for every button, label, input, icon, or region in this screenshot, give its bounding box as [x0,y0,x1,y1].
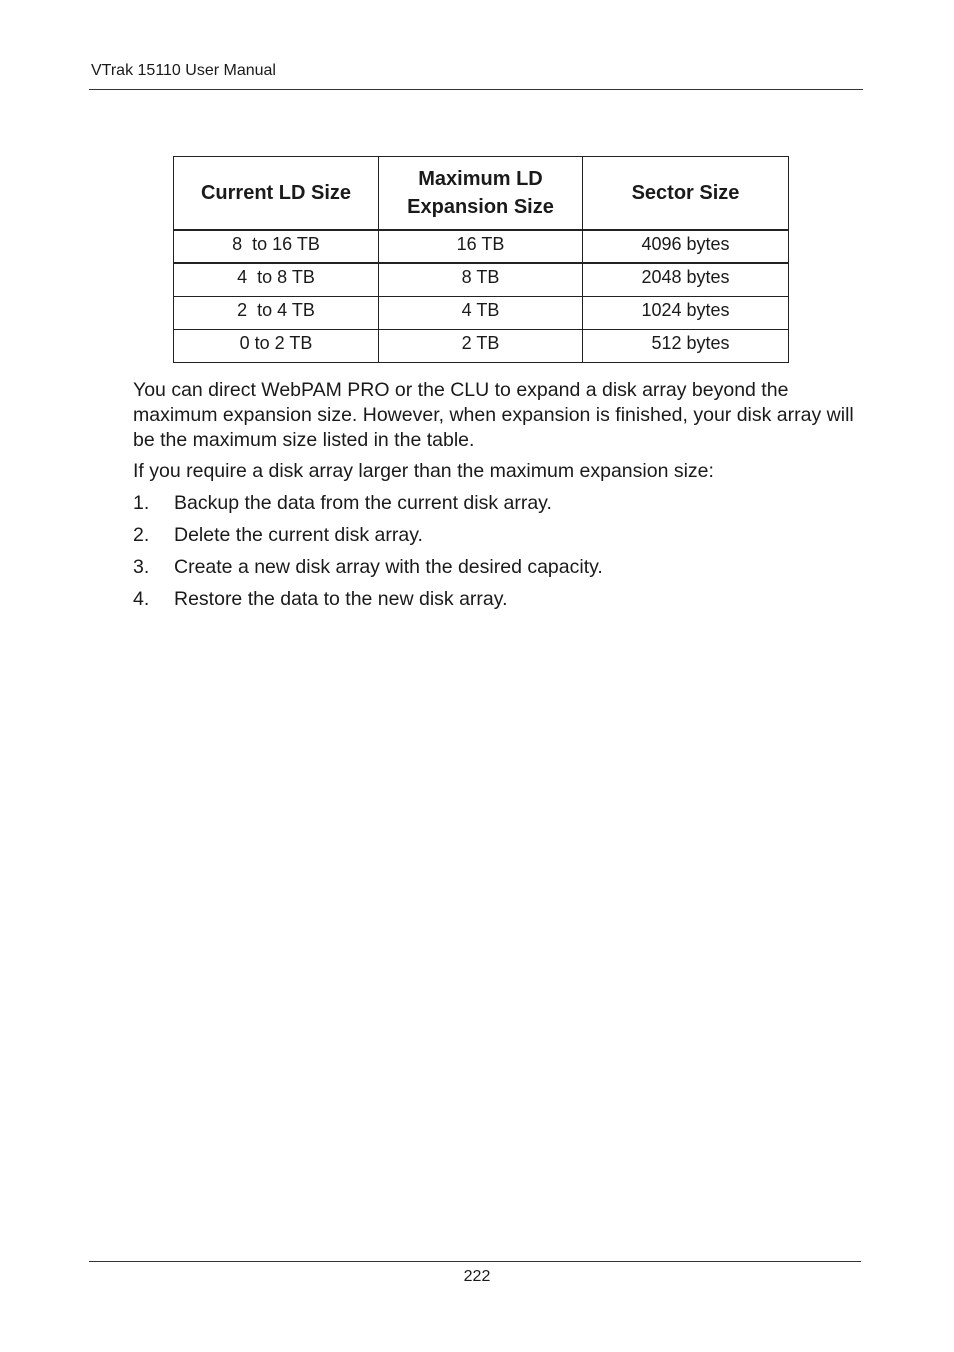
list-item [133,523,423,548]
step-number: 2. [133,524,150,546]
cell-max-expansion-size: 4 TB [379,296,583,329]
step-text: Delete the current disk array. [174,524,423,546]
table-row [174,263,789,296]
cell-sector-size: 1024 bytes [583,296,789,329]
column-header-sector-size: Sector Size [583,157,789,231]
cell-current-ld-size: 0 to 2 TB [174,329,379,362]
step-number: 4. [133,588,150,610]
cell-sector-size: 4096 bytes [583,230,789,263]
cell-current-ld-size: 2 to 4 TB [174,296,379,329]
page-number: 222 [463,1268,491,1285]
expansion-size-table [173,156,789,363]
step-text: Restore the data to the new disk array. [174,588,508,610]
step-number: 1. [133,492,150,514]
running-header: VTrak 15110 User Manual [91,62,276,79]
cell-current-ld-size: 4 to 8 TB [174,263,379,296]
step-number: 3. [133,556,150,578]
table-row [174,296,789,329]
list-item [133,555,603,580]
cell-sector-size: 512 bytes [583,329,789,362]
column-header-current-ld-size: Current LD Size [174,157,379,231]
cell-max-expansion-size: 16 TB [379,230,583,263]
expansion-note-paragraph: You can direct WebPAM PRO or the CLU to expand a disk array beyond the maximum expansion size. However, when expansion is finished, your disk array will be the maximum size listed in the table. [133,379,854,451]
table-row [174,329,789,362]
column-header-max-ld-expansion-size: Maximum LD Expansion Size [379,157,583,231]
cell-current-ld-size: 8 to 16 TB [174,230,379,263]
footer-divider [89,1261,861,1262]
table-header-row [174,157,789,231]
cell-max-expansion-size: 2 TB [379,329,583,362]
cell-max-expansion-size: 8 TB [379,263,583,296]
list-item [133,491,552,516]
larger-array-intro: If you require a disk array larger than the maximum expansion size: [133,460,714,482]
table-row [174,230,789,263]
cell-sector-size: 2048 bytes [583,263,789,296]
step-text: Create a new disk array with the desired capacity. [174,556,603,578]
header-divider [89,89,863,90]
step-text: Backup the data from the current disk array. [174,492,552,514]
list-item [133,587,507,612]
